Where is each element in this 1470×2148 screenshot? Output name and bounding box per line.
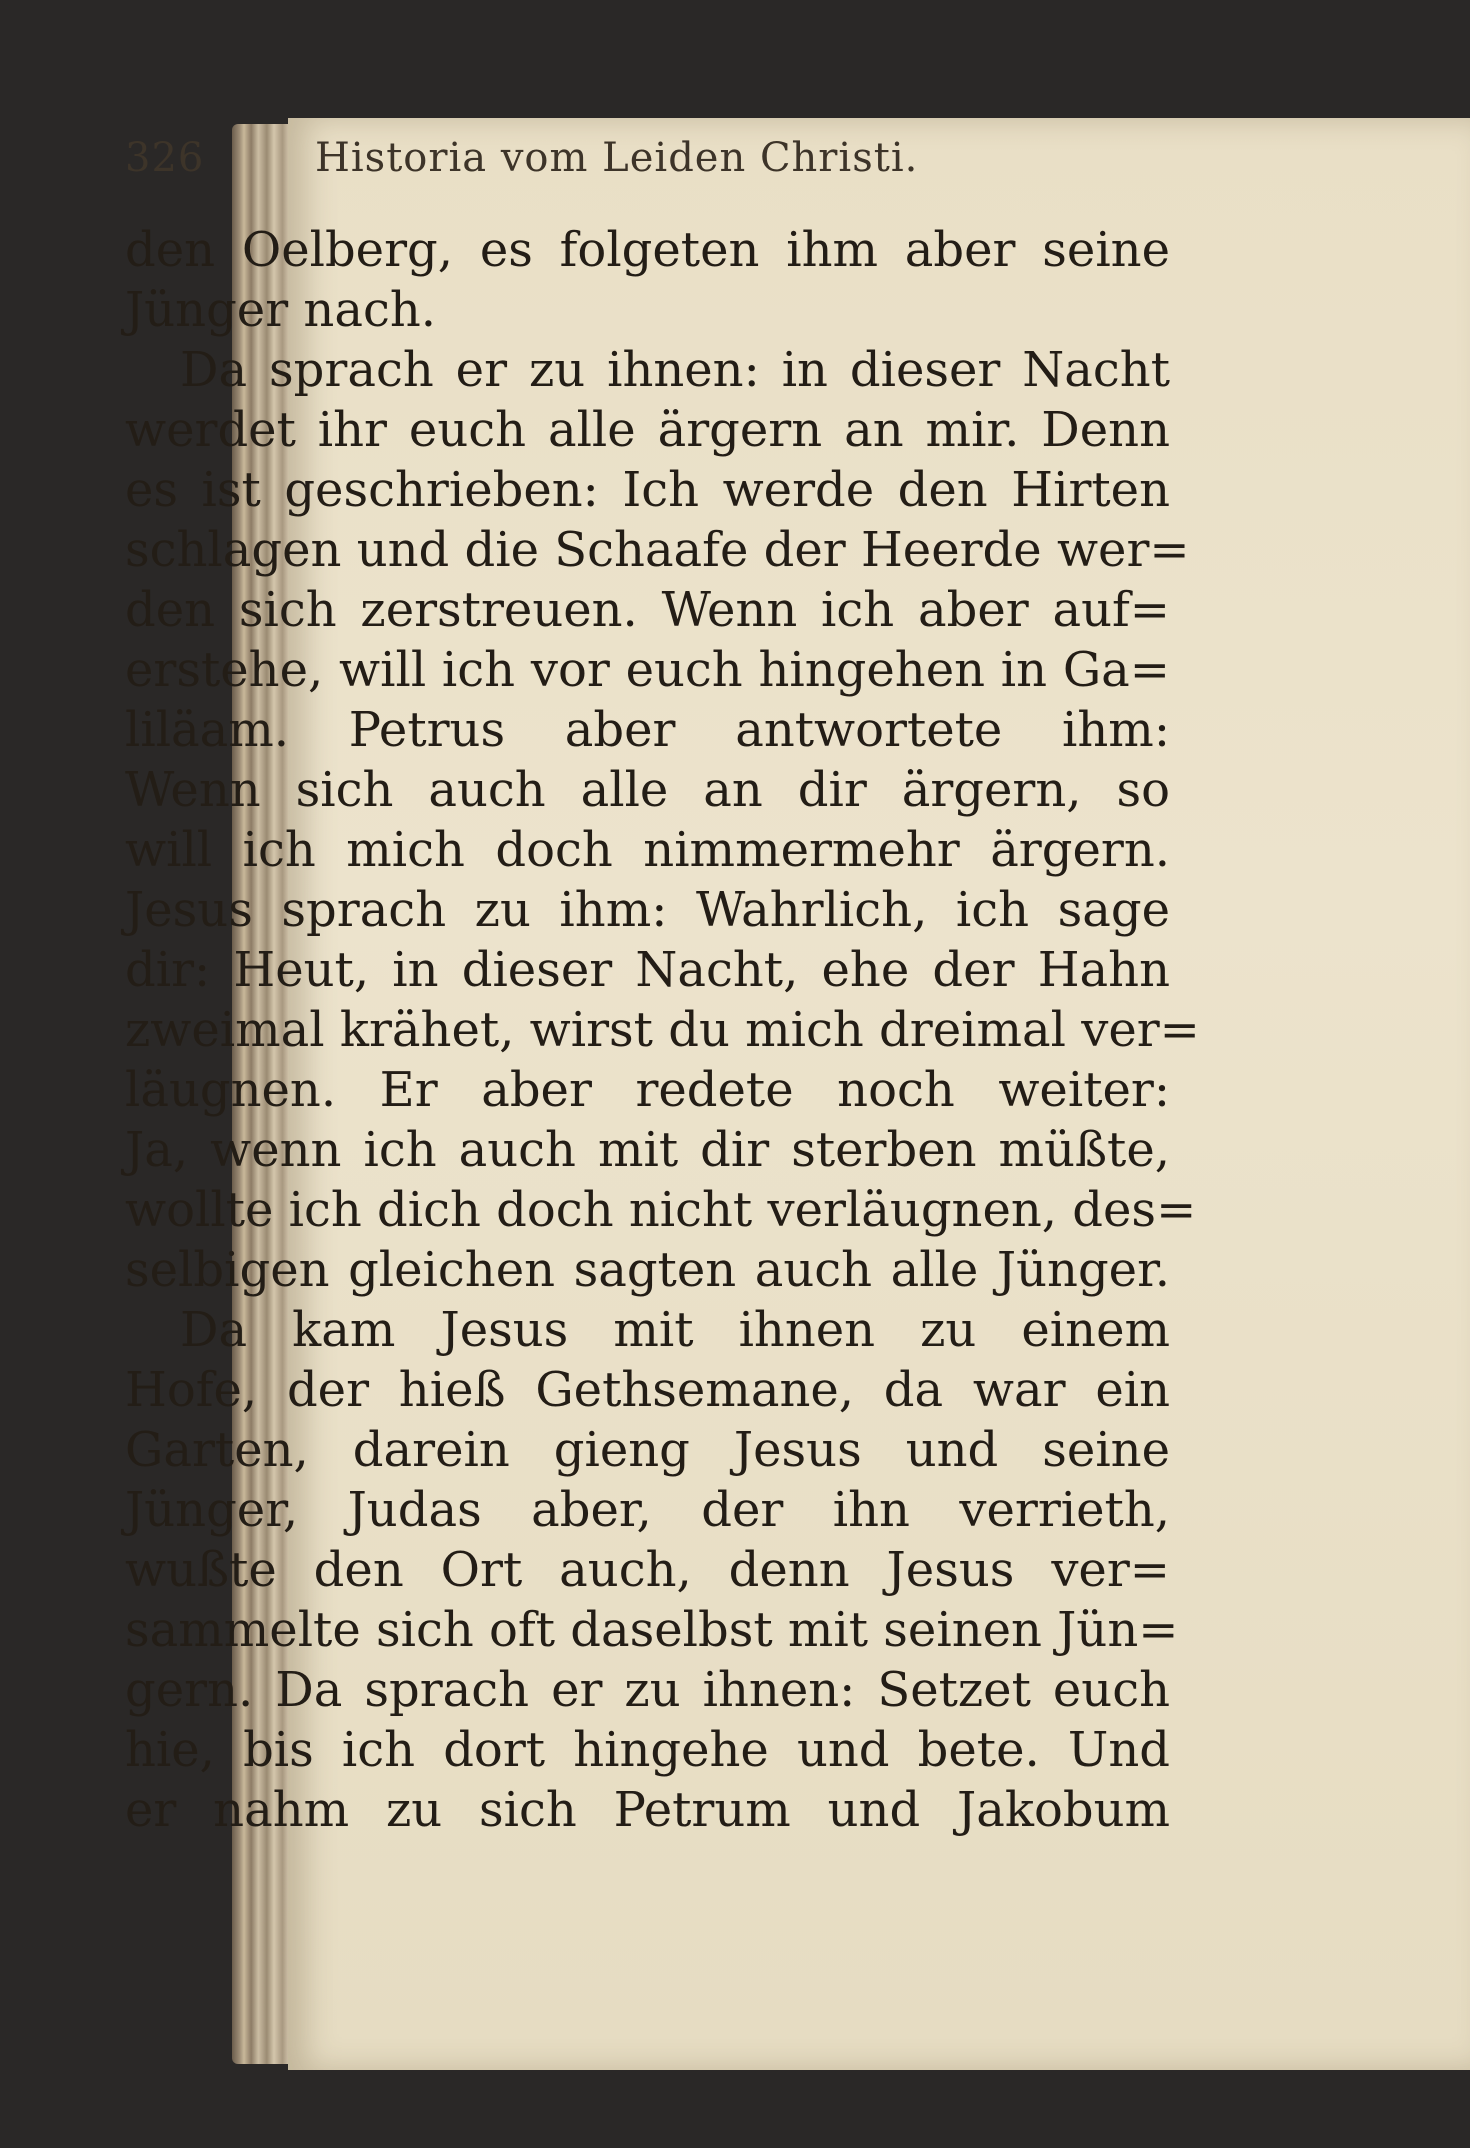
text-line: Garten, darein gieng Jesus und seine	[125, 1422, 1170, 1478]
text-line: hie, bis ich dort hingehe und bete. Und	[125, 1722, 1170, 1778]
text-line: Jünger, Judas aber, der ihn verrieth,	[125, 1482, 1170, 1538]
text-line: Jesus sprach zu ihm: Wahrlich, ich sage	[125, 882, 1170, 938]
text-line: wußte den Ort auch, denn Jesus ver=	[125, 1542, 1170, 1598]
text-line: gern. Da sprach er zu ihnen: Setzet euch	[125, 1662, 1170, 1718]
text-line: Hofe, der hieß Gethsemane, da war ein	[125, 1362, 1170, 1418]
body-text	[125, 220, 1200, 1840]
text-line: erstehe, will ich vor euch hingehen in Ga=	[125, 642, 1170, 698]
text-line: wollte ich dich doch nicht verläugnen, des=	[125, 1182, 1197, 1238]
text-line: Da kam Jesus mit ihnen zu einem	[180, 1302, 1170, 1358]
text-line: Wenn sich auch alle an dir ärgern, so	[125, 762, 1170, 818]
text-line: Ja, wenn ich auch mit dir sterben müßte,	[125, 1122, 1170, 1178]
text-line: schlagen und die Schaafe der Heerde wer=	[125, 522, 1190, 578]
text-line: Da sprach er zu ihnen: in dieser Nacht	[180, 342, 1170, 398]
text-line: den Oelberg, es folgeten ihm aber seine	[125, 222, 1170, 278]
text-line: dir: Heut, in dieser Nacht, ehe der Hahn	[125, 942, 1170, 998]
running-title: Historia vom Leiden Christi.	[315, 135, 919, 181]
text-line: zweimal krähet, wirst du mich dreimal ver=	[125, 1002, 1200, 1058]
text-line: Jünger nach.	[125, 282, 436, 338]
text-line: will ich mich doch nimmermehr ärgern.	[125, 822, 1170, 878]
text-line: sammelte sich oft daselbst mit seinen Jün=	[125, 1602, 1179, 1658]
text-line: läugnen. Er aber redete noch weiter:	[125, 1062, 1170, 1118]
text-line: selbigen gleichen sagten auch alle Jünger.	[125, 1242, 1170, 1298]
text-line: er nahm zu sich Petrum und Jakobum	[125, 1782, 1170, 1838]
text-line: werdet ihr euch alle ärgern an mir. Denn	[125, 402, 1170, 458]
text-line: es ist geschrieben: Ich werde den Hirten	[125, 462, 1170, 518]
text-line: liläam. Petrus aber antwortete ihm:	[125, 702, 1170, 758]
text-line: den sich zerstreuen. Wenn ich aber auf=	[125, 582, 1170, 638]
page-number: 326	[125, 135, 205, 181]
page-header	[125, 135, 1165, 195]
